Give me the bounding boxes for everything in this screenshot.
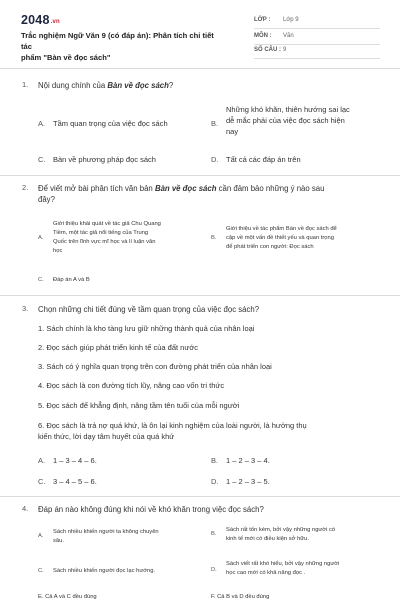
option-text bbox=[53, 220, 161, 256]
option-line: Giới thiệu về tác phẩm Bàn về đọc sách để bbox=[226, 226, 337, 232]
option-line: Quốc trên lĩnh vực mĩ học và lí luận văn bbox=[53, 239, 156, 245]
option-text: Tất cả các đáp án trên bbox=[226, 155, 301, 164]
option-line: Giới thiệu khái quát về tác giả Chu Quang bbox=[53, 221, 161, 227]
option-letter: D. bbox=[211, 155, 219, 164]
option-letter: A. bbox=[38, 235, 44, 241]
option-letter: B. bbox=[211, 531, 217, 537]
logo-text: 2048 bbox=[21, 13, 50, 27]
meta-grade-key: LỚP : bbox=[254, 17, 271, 23]
option-line: học cao mới có khả năng đọc . bbox=[226, 570, 306, 576]
option-letter: B. bbox=[211, 119, 219, 128]
question-text-work: Bàn về đọc sách bbox=[154, 184, 217, 193]
option-text: 3 – 4 – 5 – 6. bbox=[53, 477, 97, 486]
q4-option-f[interactable] bbox=[211, 593, 386, 600]
option-text: E. Cả A và C đều đúng bbox=[38, 594, 97, 600]
option-line: cập về một vấn đề thiết yếu và quan trọng bbox=[226, 235, 334, 241]
meta-count-key: SỐ CÂU : bbox=[254, 47, 281, 53]
question-divider bbox=[0, 295, 400, 296]
option-text: 1 – 3 – 4 – 6. bbox=[53, 456, 97, 465]
question-text bbox=[38, 80, 383, 91]
option-line: Sách rất tốn kém, bởi vậy những người có bbox=[226, 527, 336, 533]
meta-count bbox=[254, 42, 380, 59]
statement-6-line-2: kiến thức, lời dạy tâm huyết của quá khứ bbox=[38, 432, 175, 441]
option-letter: C. bbox=[38, 568, 44, 574]
statement-6 bbox=[38, 420, 383, 442]
option-text: Đáp án A và B bbox=[53, 277, 90, 283]
option-text bbox=[226, 104, 350, 137]
question-divider bbox=[0, 175, 400, 176]
statement-5: 5. Đọc sách để khẳng định, nâng tầm tên tuổi của mỗi người bbox=[38, 401, 240, 410]
option-letter: B. bbox=[211, 456, 219, 465]
option-letter: C. bbox=[38, 155, 46, 164]
question-text-part: cần đảm bảo những ý nào sau bbox=[216, 184, 325, 193]
option-letter: C. bbox=[38, 477, 46, 486]
question-number: 1. bbox=[22, 80, 29, 89]
title-line-2: phẩm "Bàn về đọc sách" bbox=[21, 53, 111, 62]
question-text-work: Bàn về đọc sách bbox=[107, 81, 169, 90]
option-text bbox=[53, 528, 159, 546]
question-text-part: Nội dung chính của bbox=[38, 81, 108, 90]
option-letter: A. bbox=[38, 456, 46, 465]
option-line: học bbox=[53, 248, 63, 254]
meta-grade-value: Lớp 9 bbox=[283, 17, 299, 23]
option-line: Sách viết rất khó hiểu, bởi vậy những người bbox=[226, 561, 340, 567]
question-text bbox=[38, 183, 383, 205]
question-number: 3. bbox=[22, 304, 29, 313]
title-line-1: Trắc nghiệm Ngữ Văn 9 (có đáp án): Phân tích chi tiết tác bbox=[21, 31, 214, 51]
option-letter: D. bbox=[211, 477, 219, 486]
logo-suffix: .vn bbox=[50, 19, 60, 25]
option-letter: A. bbox=[38, 119, 46, 128]
document-title bbox=[21, 30, 221, 63]
question-divider bbox=[0, 496, 400, 497]
option-letter: A. bbox=[38, 533, 44, 539]
option-line: dễ mắc phải của việc đọc sách hiện bbox=[226, 116, 345, 125]
statement-3: 3. Sách có ý nghĩa quan trọng trên con đường phát triển của nhân loại bbox=[38, 362, 272, 371]
question-text-part: ? bbox=[168, 81, 174, 90]
option-letter: C. bbox=[38, 277, 44, 283]
header-divider bbox=[0, 68, 400, 69]
meta-subject-value: Văn bbox=[283, 33, 294, 39]
statement-4: 4. Đọc sách là con đường tích lũy, nâng cao vốn tri thức bbox=[38, 381, 225, 390]
question-text: Chọn những chi tiết đúng về tầm quan trọng của việc đọc sách? bbox=[38, 305, 260, 314]
option-line: Tiềm, một tác giả nổi tiếng của Trung bbox=[53, 230, 149, 236]
option-text: F. Cả B và D đều đúng bbox=[211, 594, 270, 600]
option-letter: D. bbox=[211, 567, 217, 573]
question-text: Đáp án nào không đúng khi nói về khó khăn trong việc đọc sách? bbox=[38, 505, 264, 514]
option-line: Sách nhiều khiến người ta không chuyên bbox=[53, 529, 159, 535]
option-text bbox=[226, 225, 337, 252]
option-text: Bàn về phương pháp đọc sách bbox=[53, 155, 156, 164]
document-header bbox=[0, 0, 400, 66]
option-line: nay bbox=[226, 127, 239, 136]
option-text bbox=[226, 526, 335, 544]
option-line: kinh tế mới có điều kiện sở hữu. bbox=[226, 536, 310, 542]
meta-count-value: 9 bbox=[283, 47, 287, 53]
question-number: 2. bbox=[22, 183, 29, 192]
question-text-part: Để viết mở bài phân tích văn bản bbox=[38, 184, 155, 193]
meta-subject-key: MÔN : bbox=[254, 33, 272, 39]
option-letter: B. bbox=[211, 235, 217, 241]
question-number: 4. bbox=[22, 504, 29, 513]
statement-1: 1. Sách chính là kho tàng lưu giữ những thành quả của nhân loại bbox=[38, 324, 255, 333]
option-text: 1 – 2 – 3 – 4. bbox=[226, 456, 270, 465]
statement-6-line-1: 6. Đọc sách là trả nợ quá khứ, là ôn lại kinh nghiệm của loài người, là hưởng thụ bbox=[38, 421, 307, 430]
meta-grade bbox=[254, 12, 380, 29]
option-line: để phát triển con người: Đọc sách bbox=[226, 244, 314, 250]
option-line: Những khó khăn, thiên hướng sai lạc bbox=[226, 105, 350, 114]
option-text: 1 – 2 – 3 – 5. bbox=[226, 477, 270, 486]
option-line: sâu. bbox=[53, 538, 64, 544]
site-logo[interactable] bbox=[21, 13, 60, 27]
question-text-part: đây? bbox=[38, 195, 55, 204]
option-text bbox=[226, 560, 339, 578]
statement-2: 2. Đọc sách giúp phát triển kinh tế của đất nước bbox=[38, 343, 199, 352]
option-text: Tầm quan trọng của việc đọc sách bbox=[53, 119, 168, 128]
q4-option-e[interactable] bbox=[38, 593, 208, 600]
option-text: Sách nhiều khiến người đọc lạc hướng. bbox=[53, 568, 156, 574]
